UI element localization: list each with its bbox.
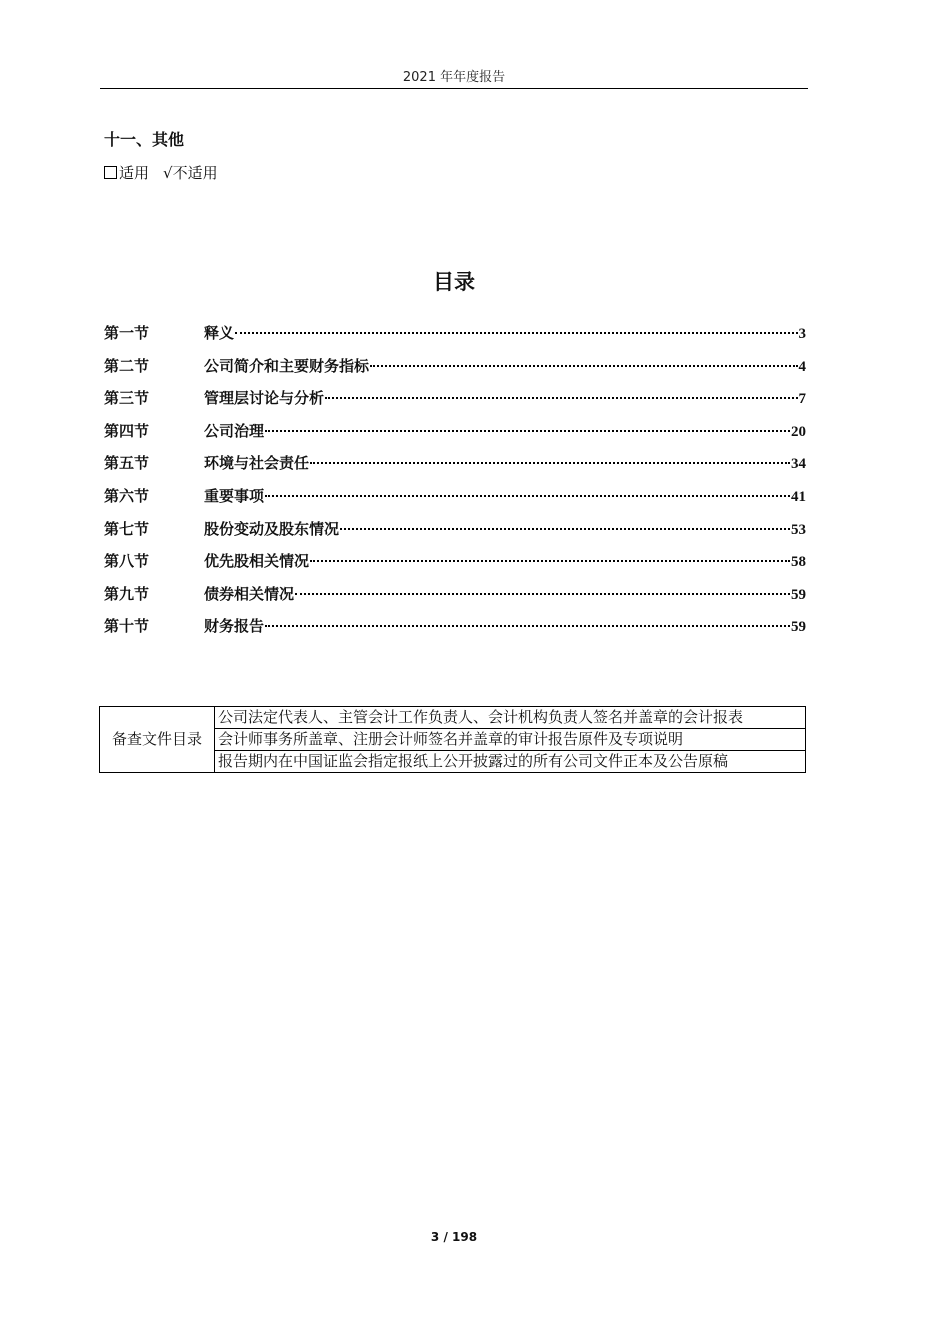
- toc-section-number: 第九节: [104, 584, 150, 603]
- toc-entry-title: 释义: [204, 324, 235, 342]
- toc-section-number: 第一节: [104, 324, 150, 342]
- toc-entry-title: 财务报告: [204, 617, 265, 636]
- toc-leader-dots: [370, 365, 797, 367]
- toc-entry[interactable]: [104, 420, 806, 453]
- toc-leader-dots: [340, 528, 790, 530]
- toc-entry-title: 股份变动及股东情况: [204, 519, 340, 538]
- toc-section-number: 第三节: [104, 389, 150, 408]
- toc-entry[interactable]: [104, 387, 806, 420]
- toc-entry[interactable]: [104, 322, 806, 355]
- toc-leader-dots: [310, 560, 790, 562]
- section-heading: 十一、其他: [104, 130, 185, 149]
- toc-entry[interactable]: [104, 615, 806, 648]
- reference-document-item: 公司法定代表人、主管会计工作负责人、会计机构负责人签名并盖章的会计报表: [215, 707, 806, 729]
- toc-leader-dots: [235, 332, 797, 334]
- not-applicable-label: 不适用: [172, 164, 218, 182]
- toc-section-number: 第十节: [104, 617, 150, 636]
- header-divider: [100, 88, 808, 89]
- toc-entry-title: 债券相关情况: [204, 584, 295, 603]
- applicable-label: 适用: [119, 164, 150, 182]
- toc-page-number: 58: [791, 554, 806, 571]
- toc-page-number: 59: [791, 619, 806, 636]
- reference-documents-table: [99, 706, 806, 773]
- applicability-row: [104, 162, 218, 183]
- toc-entry[interactable]: [104, 518, 806, 551]
- toc-page-number: 3: [798, 326, 806, 342]
- reference-document-item: 会计师事务所盖章、注册会计师签名并盖章的审计报告原件及专项说明: [215, 729, 806, 751]
- toc-section-number: 第六节: [104, 486, 150, 505]
- toc-entry[interactable]: [104, 355, 806, 388]
- toc-page-number: 59: [791, 586, 806, 603]
- toc-page-number: 41: [791, 488, 806, 505]
- toc-leader-dots: [310, 462, 790, 464]
- page-number: 3 / 198: [430, 1230, 478, 1244]
- toc-entry-title: 公司简介和主要财务指标: [204, 356, 370, 375]
- toc-entry-title: 公司治理: [204, 421, 265, 440]
- toc-section-number: 第四节: [104, 421, 150, 440]
- toc-entry[interactable]: [104, 452, 806, 485]
- toc-section-number: 第二节: [104, 356, 150, 375]
- toc-page-number: 7: [798, 391, 806, 408]
- toc-section-number: 第五节: [104, 454, 150, 473]
- toc-leader-dots: [265, 625, 790, 627]
- toc-leader-dots: [295, 593, 790, 595]
- toc-entry[interactable]: [104, 485, 806, 518]
- page-header: 2021 年年度报告: [402, 70, 506, 85]
- toc-section-number: 第八节: [104, 552, 150, 571]
- toc-page-number: 34: [791, 456, 806, 473]
- toc-page-number: 20: [791, 423, 806, 440]
- toc-entry[interactable]: [104, 583, 806, 616]
- reference-documents-label: 备查文件目录: [100, 707, 215, 773]
- table-of-contents: [104, 322, 806, 648]
- toc-leader-dots: [265, 495, 790, 497]
- toc-entry-title: 管理层讨论与分析: [204, 389, 325, 408]
- toc-leader-dots: [325, 397, 797, 399]
- toc-entry-title: 优先股相关情况: [204, 552, 310, 571]
- toc-title: 目录: [433, 270, 475, 294]
- reference-document-item: 报告期内在中国证监会指定报纸上公开披露过的所有公司文件正本及公告原稿: [215, 751, 806, 773]
- toc-entry[interactable]: [104, 550, 806, 583]
- toc-entry-title: 环境与社会责任: [204, 454, 310, 473]
- toc-entry-title: 重要事项: [204, 486, 265, 505]
- toc-page-number: 4: [798, 358, 806, 375]
- toc-leader-dots: [265, 430, 790, 432]
- toc-section-number: 第七节: [104, 519, 150, 538]
- check-mark-icon: √: [163, 163, 173, 182]
- empty-checkbox-icon: [104, 166, 117, 179]
- table-row: [100, 707, 806, 729]
- toc-page-number: 53: [791, 521, 806, 538]
